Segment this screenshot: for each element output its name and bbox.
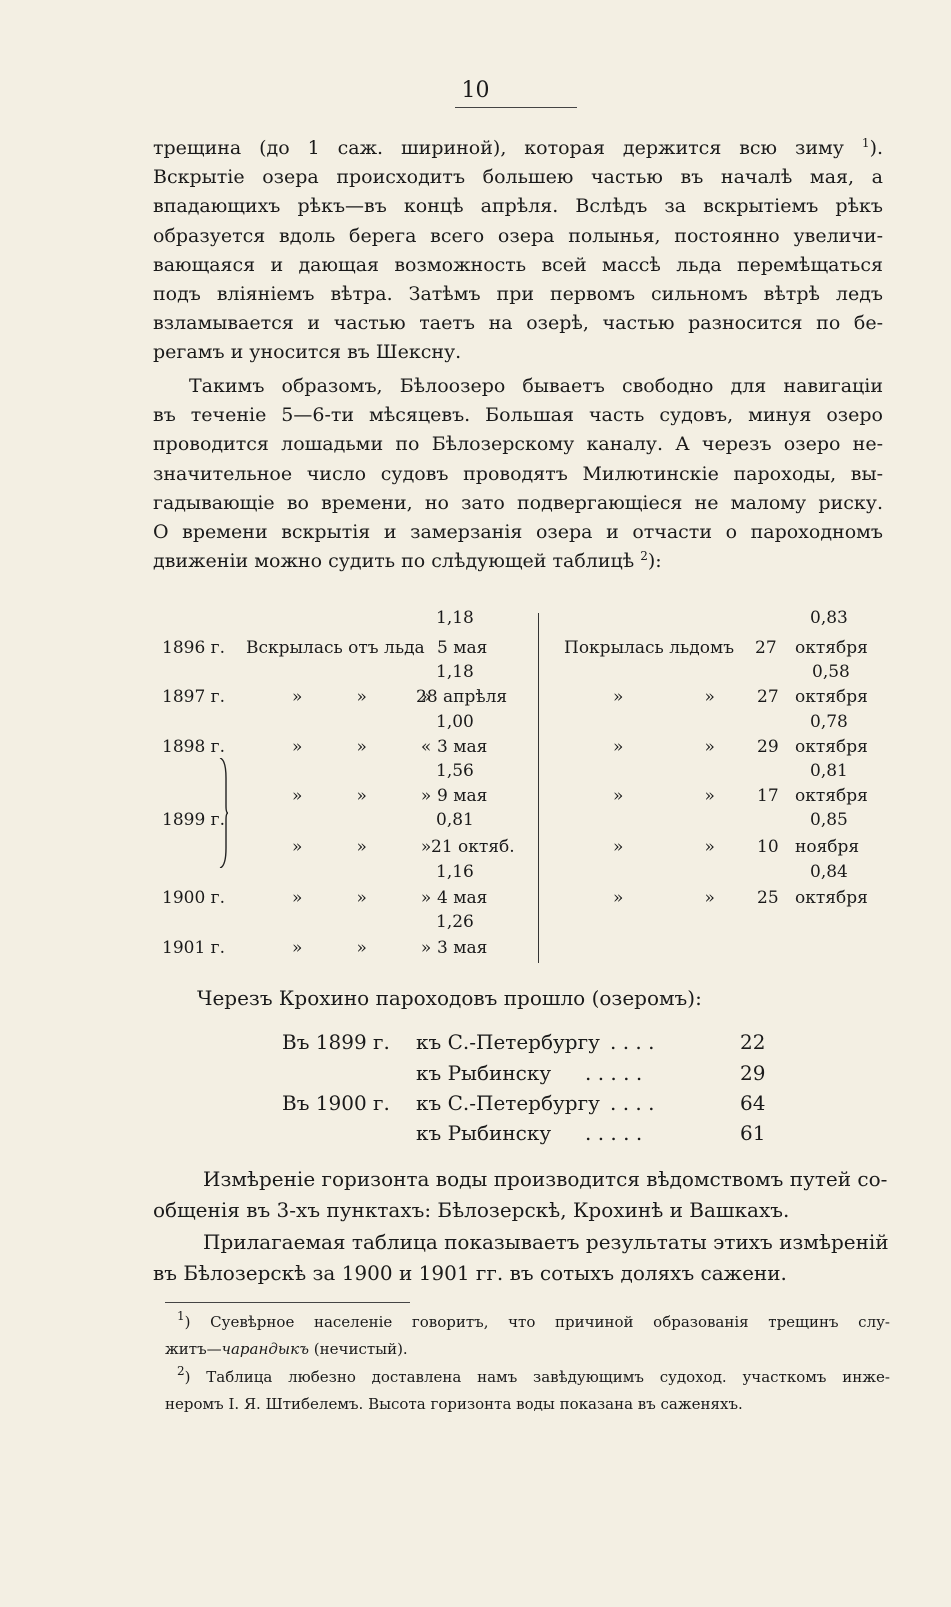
- level-value: 0,83: [810, 608, 848, 628]
- event-text: » » »: [292, 888, 432, 908]
- text-line: Измѣреніе горизонта воды производится вѣдомствомъ путей со-: [203, 1167, 888, 1191]
- level-value: 0,81: [810, 761, 848, 781]
- text-line: проводится лошадьми по Бѣлозерскому каналу. А черезъ озеро не-: [153, 433, 883, 456]
- level-value: 1,18: [436, 662, 474, 682]
- level-value: 0,78: [810, 712, 848, 732]
- page-number: 10: [461, 78, 490, 103]
- event-day: 17: [757, 786, 779, 806]
- event-date: 21 октяб.: [431, 837, 515, 857]
- event-text: » » »: [292, 687, 432, 707]
- event-text: » »: [613, 786, 715, 806]
- steamer-dest: къ С.-Петербургу: [416, 1091, 600, 1115]
- steamers-heading: Черезъ Крохино пароходовъ прошло (озеромъ):: [197, 986, 702, 1010]
- steamer-year: Въ 1899 г.: [282, 1030, 390, 1054]
- event-month: октября: [795, 786, 868, 806]
- event-month: октября: [795, 737, 868, 757]
- event-day: 27: [757, 687, 779, 707]
- text-line: движеніи можно судить по слѣдующей таблицѣ $^2$):: [153, 549, 662, 573]
- footnote-ref: 2: [640, 549, 648, 564]
- event-text: » » »: [292, 837, 432, 857]
- level-value: 1,00: [436, 712, 474, 732]
- level-value: 0,58: [812, 662, 850, 682]
- steamer-count: 29: [740, 1061, 766, 1085]
- event-month: октября: [795, 638, 868, 658]
- text-line: въ Бѣлозерскѣ за 1900 и 1901 гг. въ сотыхъ доляхъ сажени.: [153, 1261, 787, 1285]
- year-label: 1900 г.: [162, 888, 225, 908]
- text-line: въ теченіе 5—6-ти мѣсяцевъ. Большая часть судовъ, минуя озеро: [153, 404, 883, 427]
- text-line: впадающихъ рѣкъ—въ концѣ апрѣля. Вслѣдъ за вскрытіемъ рѣкъ: [153, 195, 883, 218]
- steamer-year: Въ 1900 г.: [282, 1091, 390, 1115]
- steamer-dest: къ С.-Петербургу: [416, 1030, 600, 1054]
- text-line: Прилагаемая таблица показываетъ результаты этихъ измѣреній: [203, 1230, 889, 1254]
- footnote-line: неромъ І. Я. Штибелемъ. Высота горизонта воды показана въ саженяхъ.: [165, 1395, 743, 1413]
- year-label: 1899 г.: [162, 810, 225, 830]
- event-date: 28 апрѣля: [416, 687, 508, 707]
- text-line: вающаяся и дающая возможность всей массѣ льда перемѣщаться: [153, 253, 883, 276]
- event-day: 10: [757, 837, 779, 857]
- text-line: образуется вдоль берега всего озера полынья, постоянно увеличи-: [153, 224, 883, 247]
- level-value: 0,81: [436, 810, 474, 830]
- steamer-dots: . . . .: [610, 1030, 655, 1054]
- footnote-line: $^2$) Таблица любезно доставлена намъ завѣдующимъ судоход. участкомъ инже-: [177, 1364, 890, 1386]
- event-day: 25: [757, 888, 779, 908]
- steamer-dots: . . . . .: [585, 1121, 643, 1145]
- event-day: 29: [757, 737, 779, 757]
- event-text: » » »: [292, 938, 432, 958]
- year-label: 1897 г.: [162, 687, 225, 707]
- year-label: 1896 г.: [162, 638, 225, 658]
- text-line: Вскрытіе озера происходитъ большею частью въ началѣ мая, а: [153, 166, 883, 189]
- footnote-mark: 2: [177, 1364, 185, 1378]
- text-line: регамъ и уносится въ Шексну.: [153, 341, 462, 364]
- event-text: Вскрылась отъ льда: [246, 638, 425, 658]
- text-line: гадывающіе во времени, но зато подвергающіеся не малому риску.: [153, 491, 883, 514]
- event-month: октября: [795, 687, 868, 707]
- event-text: » » »: [292, 786, 432, 806]
- event-date: 9 мая: [437, 786, 488, 806]
- event-day: 27: [755, 638, 777, 658]
- event-text: » »: [613, 888, 715, 908]
- level-value: 1,18: [436, 608, 474, 628]
- year-label: 1901 г.: [162, 938, 225, 958]
- steamer-dest: къ Рыбинску: [416, 1121, 552, 1145]
- text-line: значительное число судовъ проводятъ Милютинскіе пароходы, вы-: [153, 462, 883, 485]
- steamer-dots: . . . .: [610, 1091, 655, 1115]
- event-month: ноября: [795, 837, 860, 857]
- text-line: Такимъ образомъ, Бѣлоозеро бываетъ свободно для навигаціи: [189, 375, 883, 397]
- steamer-count: 61: [740, 1121, 766, 1145]
- event-text: » » «: [292, 737, 432, 757]
- text-line: трещина (до 1 саж. шириной), которая держится всю зиму $^1$).: [153, 136, 884, 159]
- footnote-2: [165, 1364, 890, 1418]
- event-date: 3 мая: [437, 938, 488, 958]
- event-month: октября: [795, 888, 868, 908]
- event-text: » »: [613, 687, 715, 707]
- text-line: О времени вскрытія и замерзанія озера и отчасти о пароходномъ: [153, 521, 883, 544]
- footnote-line: житъ—чарандыкъ (нечистый).: [165, 1340, 408, 1358]
- footnote-1: [165, 1309, 890, 1363]
- level-value: 1,26: [436, 912, 474, 932]
- text-line: общенія въ 3-хъ пунктахъ: Бѣлозерскѣ, Крохинѣ и Вашкахъ.: [153, 1198, 790, 1222]
- footnote-line: $^1$) Суевѣрное населеніе говоритъ, что причиной образованія трещинъ слу-: [177, 1309, 890, 1331]
- paragraph-4: [153, 1227, 889, 1289]
- event-date: 4 мая: [437, 888, 488, 908]
- event-date: 5 мая: [437, 638, 488, 658]
- year-label: 1898 г.: [162, 737, 225, 757]
- steamer-count: 22: [740, 1030, 766, 1054]
- footnote-rule: [165, 1302, 410, 1303]
- text-line: подъ вліяніемъ вѣтра. Затѣмъ при первомъ сильномъ вѣтрѣ ледъ: [153, 283, 883, 306]
- steamer-dest: къ Рыбинску: [416, 1061, 552, 1085]
- level-value: 0,85: [810, 810, 848, 830]
- level-value: 1,16: [436, 862, 474, 882]
- event-text: » »: [613, 837, 715, 857]
- footnote-ref: 1: [861, 136, 870, 150]
- event-text: » »: [613, 737, 715, 757]
- event-text: Покрылась льдомъ: [564, 638, 735, 658]
- italic-term: чарандыкъ: [221, 1340, 310, 1358]
- text-line: взламывается и частью таетъ на озерѣ, частью разносится по бе-: [153, 312, 883, 335]
- level-value: 1,56: [436, 761, 474, 781]
- paragraph-3: [153, 1164, 888, 1226]
- footnote-mark: 1: [177, 1309, 185, 1323]
- steamer-dots: . . . . .: [585, 1061, 643, 1085]
- level-value: 0,84: [810, 862, 848, 882]
- steamer-count: 64: [740, 1091, 766, 1115]
- event-date: 3 мая: [437, 737, 488, 757]
